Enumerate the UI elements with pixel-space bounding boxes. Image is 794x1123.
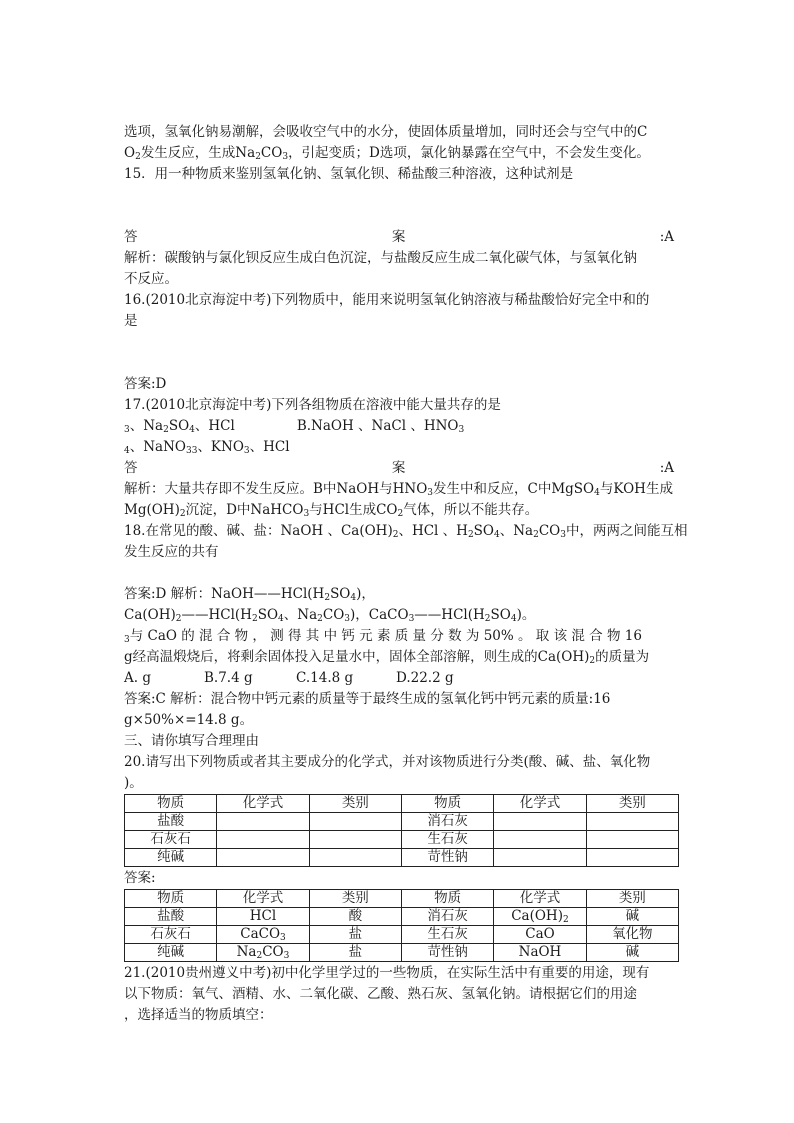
table-cell: 氧化物 <box>586 926 678 944</box>
q20-stem-line1: 20.请写出下列物质或者其主要成分的化学式，并对该物质进行分类(酸、碱、盐、氧化物 <box>124 754 651 770</box>
q17-stem: 17.(2010北京海淀中考)下列各组物质在溶液中能大量共存的是 <box>124 397 501 413</box>
q21-stem-line3: ，选择适当的物质填空： <box>124 1007 273 1023</box>
q17-options-line2: $_4$、NaNO$_{33}$、$KNO_3$、HCl <box>124 439 290 456</box>
table-cell <box>217 849 309 867</box>
table-cell: CaO <box>494 926 586 944</box>
table-cell <box>217 831 309 849</box>
table-cell: 苛性钠 <box>401 944 493 962</box>
q19-stem-line2: g经高温煅烧后，将剩余固体投入足量水中，固体全部溶解，则生成的$Ca(OH)_2$的质量为 <box>124 649 650 666</box>
table-cell <box>217 813 309 831</box>
q14-analysis-line2: $O_2$发生反应，生成$Na_2CO_3$，引起变质；D选项，氯化钠暴露在空气中，不会发生变化。 <box>124 145 650 162</box>
q18-answer-line2: $Ca(OH)_2——HCl(H_2SO_4$、$Na_2CO_3$)，$CaCO_3——HCl(H_2SO_4)$。 <box>124 607 536 624</box>
table-row <box>125 831 679 849</box>
q21-stem-line2: 以下物质：氧气、酒精、水、二氧化碳、乙酸、熟石灰、氢氧化钠。请根据它们的用途 <box>124 986 637 1002</box>
header-cell: 物质 <box>125 795 217 813</box>
header-cell: 化学式 <box>217 795 309 813</box>
table-cell <box>494 831 586 849</box>
header-cell: 化学式 <box>217 890 309 908</box>
table-cell: 盐酸 <box>125 908 217 926</box>
table-cell: CaCO$_3$ <box>217 926 309 944</box>
q15-analysis-line2: 不反应。 <box>124 271 178 287</box>
header-cell: 物质 <box>401 795 493 813</box>
table-cell: 纯碱 <box>125 944 217 962</box>
table-row <box>125 813 679 831</box>
q21-stem-line1: 21.(2010贵州遵义中考)初中化学里学过的一些物质，在实际生活中有重要的用途，现有 <box>124 965 650 981</box>
header-cell: 化学式 <box>494 795 586 813</box>
table-cell: $Na_2CO_3$ <box>217 944 309 962</box>
table-cell: 石灰石 <box>125 926 217 944</box>
table-cell: 酸 <box>309 908 401 926</box>
table-cell: 纯碱 <box>125 849 217 867</box>
q14-analysis-line1: 选项，氢氧化钠易潮解，会吸收空气中的水分，使固体质量增加，同时还会与空气中的C <box>124 124 648 140</box>
table-cell: 石灰石 <box>125 831 217 849</box>
document-page <box>124 122 688 1026</box>
table-cell: 碱 <box>586 908 678 926</box>
q20-blank-table <box>124 794 679 867</box>
table-cell: 盐 <box>309 926 401 944</box>
table-cell <box>494 849 586 867</box>
header-cell: 类别 <box>309 890 401 908</box>
table-cell <box>586 831 678 849</box>
q18-stem-line2: 发生反应的共有 <box>124 544 219 560</box>
table-cell <box>309 813 401 831</box>
table-row <box>125 849 679 867</box>
header-cell: 物质 <box>401 890 493 908</box>
table-cell <box>309 849 401 867</box>
q20-answer-table <box>124 889 679 962</box>
q18-answer-line1: 答案:D 解析：$NaOH——HCl(H_2SO_4)$， <box>124 586 375 603</box>
header-cell: 物质 <box>125 890 217 908</box>
q19-options: A. g B.7.4 g C.14.8 g D.22.2 g <box>124 670 454 686</box>
table-cell: 碱 <box>586 944 678 962</box>
q16-stem-line1: 16.(2010北京海淀中考)下列物质中，能用来说明氢氧化钠溶液与稀盐酸恰好完全中和的 <box>124 292 650 308</box>
table-row <box>125 908 679 926</box>
q16-stem-line2: 是 <box>124 313 138 329</box>
table-cell <box>309 831 401 849</box>
header-cell: 类别 <box>586 890 678 908</box>
table-cell: 盐 <box>309 944 401 962</box>
table-cell: NaOH <box>494 944 586 962</box>
table-cell <box>586 849 678 867</box>
section-3-heading: 三、请你填写合理理由 <box>124 733 259 749</box>
table-row <box>125 944 679 962</box>
q17-analysis-line1: 解析：大量共存即不发生反应。B中NaOH与$HNO_3$发生中和反应，C中MgSO$_4$与KOH生成 <box>124 481 673 498</box>
q17-options-line1: $_3$、$Na_2SO_4$、HCl B.NaOH 、NaCl 、$HNO_3$ <box>124 418 465 435</box>
q19-answer-line1: 答案:C 解析：混合物中钙元素的质量等于最终生成的氢氧化钙中钙元素的质量:16 <box>124 691 611 707</box>
table-cell: 生石灰 <box>401 831 493 849</box>
table-cell: 盐酸 <box>125 813 217 831</box>
table-row <box>125 926 679 944</box>
q17-answer: 答 案 :A <box>124 460 674 476</box>
q15-answer: 答 案 :A <box>124 229 674 245</box>
table-cell: 消石灰 <box>401 908 493 926</box>
header-cell: 类别 <box>586 795 678 813</box>
q19-stem-line1: $_3$与 CaO 的 混 合 物 ， 测 得 其 中 钙 元 素 质 量 分 数 为 50% 。 取 该 混 合 物 16 <box>124 628 642 645</box>
table-cell: 苛性钠 <box>401 849 493 867</box>
q18-stem-line1: 18.在常见的酸、碱、盐：NaOH 、$Ca(OH)_2$、HCl 、$H_2SO_4$、$Na_2CO_3$中，两两之间能互相 <box>124 523 688 540</box>
q19-answer-line2: g×50%×=14.8 g。 <box>124 712 254 728</box>
table-header-row <box>125 890 679 908</box>
table-cell: 消石灰 <box>401 813 493 831</box>
q20-stem-line2: )。 <box>124 775 143 791</box>
table-cell <box>586 813 678 831</box>
table-header-row <box>125 795 679 813</box>
q17-analysis-line2: $Mg(OH)_2$沉淀，D中NaHCO$_3$与HCl生成$CO_2$气体，所以不能共存。 <box>124 502 539 519</box>
header-cell: 化学式 <box>494 890 586 908</box>
q16-answer: 答案:D <box>124 376 167 392</box>
q15-stem: 15．用一种物质来鉴别氢氧化钠、氢氧化钡、稀盐酸三种溶液，这种试剂是 <box>124 166 574 182</box>
header-cell: 类别 <box>309 795 401 813</box>
q20-answer-label: 答案: <box>124 870 156 886</box>
table-cell <box>494 813 586 831</box>
table-cell: HCl <box>217 908 309 926</box>
q15-analysis-line1: 解析：碳酸钠与氯化钡反应生成白色沉淀，与盐酸反应生成二氧化碳气体，与氢氧化钠 <box>124 250 637 266</box>
table-cell: 生石灰 <box>401 926 493 944</box>
table-cell: $Ca(OH)_2$ <box>494 908 586 926</box>
